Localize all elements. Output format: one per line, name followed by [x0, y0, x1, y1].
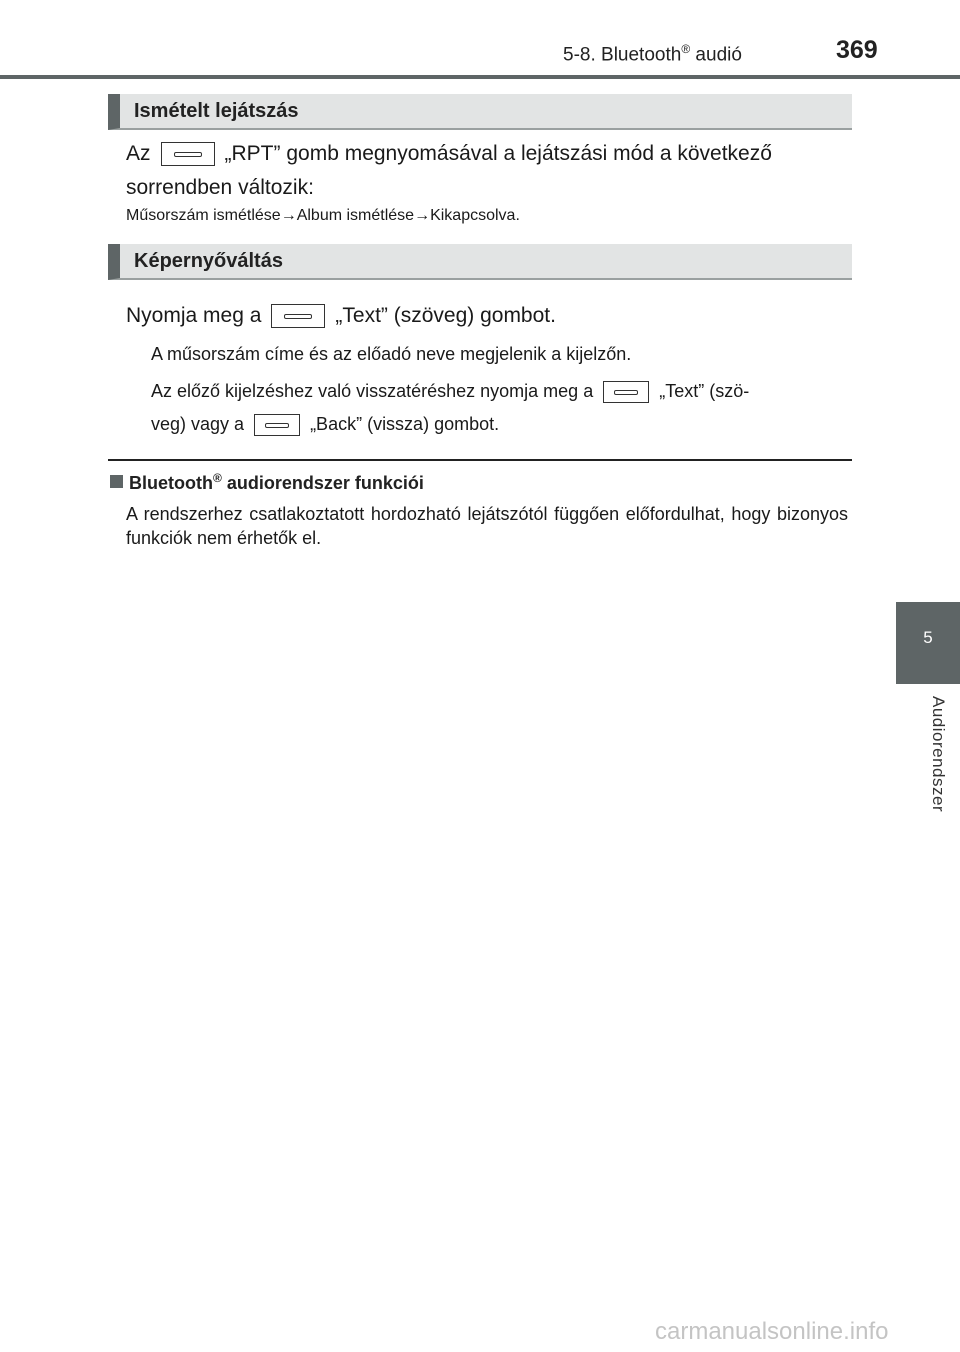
note-heading — [110, 471, 424, 494]
chapter-number: 5 — [923, 628, 933, 647]
back-button-icon — [254, 414, 300, 436]
display-main-prefix: Nyomja meg a — [126, 304, 262, 327]
note-reg-mark: ® — [212, 471, 222, 485]
section-title-display: Képernyőváltás — [134, 250, 283, 272]
display-sub2-suffix: „Text” (szö- — [659, 381, 750, 401]
display-sub3-suffix: „Back” (vissza) gombot. — [310, 414, 500, 434]
watermark: carmanualsonline.info — [655, 1318, 889, 1345]
repeat-line-1 — [126, 137, 852, 171]
page-number: 369 — [836, 36, 878, 64]
repeat-line1-prefix: Az — [126, 142, 151, 165]
repeat-paragraph — [126, 137, 852, 205]
section-heading-display — [108, 244, 852, 280]
note-title-suffix: audiorendszer funkciói — [221, 473, 424, 493]
repeat-sequence: Műsorszám ismétlése→Album ismétlése→Kikapcsolva. — [126, 207, 520, 224]
header-reg-mark: ® — [681, 42, 691, 56]
header-suffix: audió — [690, 44, 742, 66]
note-title-prefix: Bluetooth — [129, 473, 213, 493]
note-square-icon — [110, 475, 123, 488]
repeat-line1-suffix: „RPT” gomb megnyomásával a lejátszási mód a következő — [224, 142, 772, 165]
rpt-button-icon — [161, 142, 215, 166]
repeat-line-2: sorrendben változik: — [126, 176, 314, 199]
text-button-icon-small — [603, 381, 649, 403]
display-main-line — [126, 299, 852, 333]
text-button-icon — [271, 304, 325, 328]
note-divider — [108, 459, 852, 461]
display-sub-2 — [151, 381, 851, 403]
chapter-tab — [896, 602, 960, 684]
display-sub3-prefix: veg) vagy a — [151, 414, 245, 434]
display-sub-3 — [151, 414, 499, 436]
note-body: A rendszerhez csatlakoztatott hordozható lejátszótól függően előfordulhat, hogy bizonyos funkciók nem érhetők el. — [126, 504, 848, 548]
header-section-title — [563, 42, 742, 66]
display-sub-1: A műsorszám címe és az előadó neve megjelenik a kijelzőn. — [151, 344, 632, 364]
section-title-repeat: Ismételt lejátszás — [134, 100, 299, 122]
display-sub2-prefix: Az előző kijelzéshez való visszatéréshez nyomja meg a — [151, 381, 594, 401]
display-main-suffix: „Text” (szöveg) gombot. — [335, 304, 556, 327]
chapter-label: Audiorendszer — [929, 696, 948, 813]
header-rule — [0, 75, 960, 79]
section-heading-repeat — [108, 94, 852, 130]
header-prefix: 5-8. Bluetooth — [563, 44, 682, 66]
